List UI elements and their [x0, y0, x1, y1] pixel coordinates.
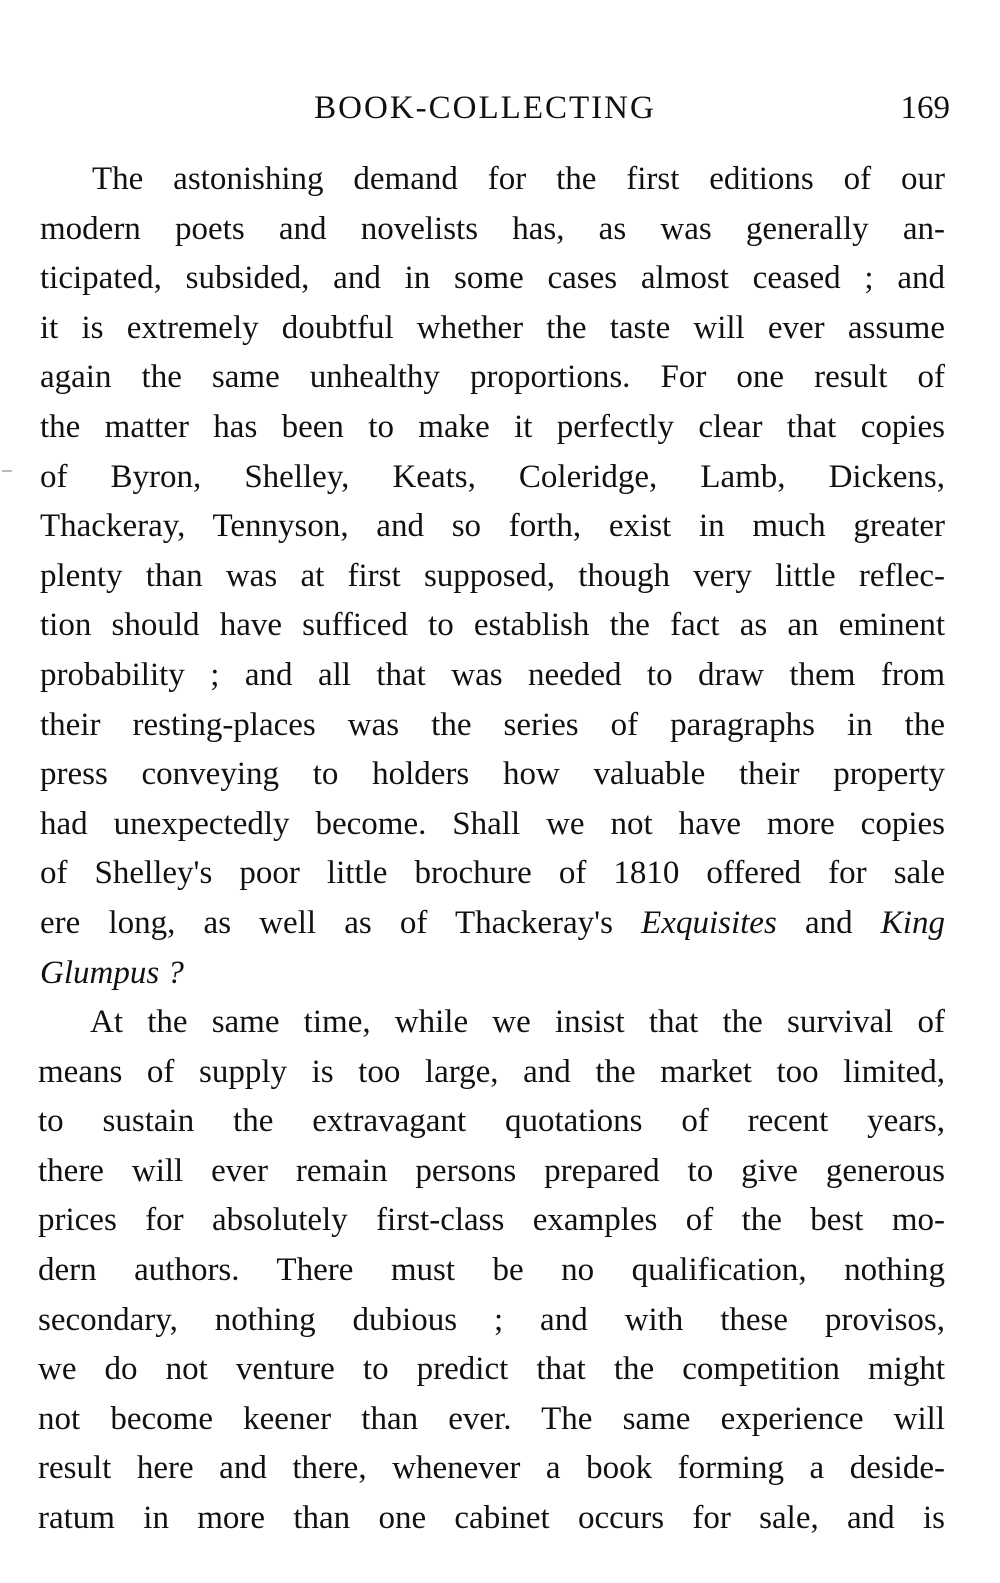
text-line: probability ; and all that was needed to draw them from — [40, 656, 945, 693]
text-line: not become keener than ever. The same experience will — [38, 1400, 945, 1437]
text-line-with-titles — [40, 899, 945, 949]
book-title-king: King — [880, 904, 945, 941]
text-line: result here and there, whenever a book forming a deside- — [38, 1450, 945, 1487]
text-line: tion should have sufficed to establish the fact as an eminent — [40, 607, 945, 644]
text-line: again the same unhealthy proportions. For one result of — [40, 359, 945, 396]
text-line: At the same time, while we insist that the survival of — [90, 1004, 945, 1041]
text-line: Thackeray, Tennyson, and so forth, exist in much greater — [40, 508, 945, 545]
body-text — [40, 155, 945, 1544]
text-line: it is extremely doubtful whether the taste will ever assume — [40, 309, 945, 346]
text-line: plenty than was at first supposed, though very little reflec- — [40, 557, 945, 594]
text-line: dern authors. There must be no qualification, nothing — [38, 1252, 945, 1289]
text-line: means of supply is too large, and the market too limited, — [38, 1053, 945, 1090]
text-line: prices for absolutely first-class examples of the best mo- — [38, 1202, 945, 1239]
paragraph-2 — [38, 998, 945, 1544]
margin-mark — [2, 470, 12, 472]
text-line: of Shelley's poor little brochure of 1810 offered for sale — [40, 855, 945, 892]
book-title-exquisites: Exquisites — [641, 904, 777, 941]
page-number: 169 — [900, 90, 950, 126]
running-head — [40, 86, 950, 136]
text-line: we do not venture to predict that the competition might — [38, 1351, 945, 1388]
text-line: modern poets and novelists has, as was generally an- — [40, 210, 945, 247]
paragraph-1 — [40, 155, 945, 998]
text-line: had unexpectedly become. Shall we not have more copies — [40, 805, 945, 842]
running-title: BOOK-COLLECTING — [314, 90, 656, 126]
text-line: ticipated, subsided, and in some cases almost ceased ; and — [40, 260, 945, 297]
text-line: the matter has been to make it perfectly clear that copies — [40, 408, 945, 445]
text-line: their resting-places was the series of paragraphs in the — [40, 706, 945, 743]
text-line: to sustain the extravagant quotations of recent years, — [38, 1103, 945, 1140]
text-line: press conveying to holders how valuable their property — [40, 756, 945, 793]
text-line: there will ever remain persons prepared to give generous — [38, 1152, 945, 1189]
text-fragment: and — [776, 904, 881, 941]
text-line: of Byron, Shelley, Keats, Coleridge, Lamb, Dickens, — [40, 458, 945, 495]
text-fragment: ere long, as well as of Thackeray's — [40, 904, 642, 941]
book-title-glumpus: Glumpus ? — [40, 954, 184, 991]
text-line: The astonishing demand for the first editions of our — [92, 161, 945, 197]
text-line: ratum in more than one cabinet occurs for sale, and is — [38, 1500, 945, 1537]
text-line: secondary, nothing dubious ; and with these provisos, — [38, 1301, 945, 1338]
